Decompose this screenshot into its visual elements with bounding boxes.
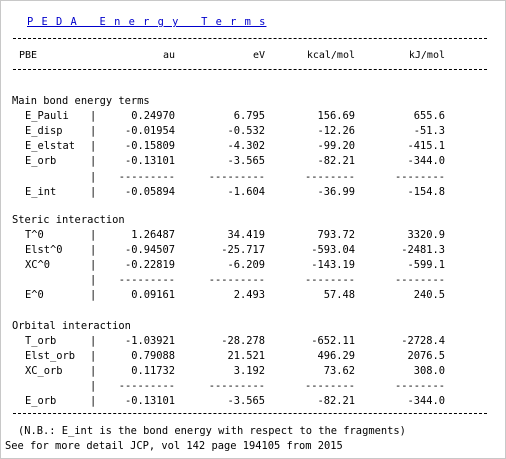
value-kj: 308.0 [413,365,445,377]
table-row [1,364,506,379]
section-heading: Main bond energy terms [12,95,150,107]
separator-kj: -------- [394,274,445,286]
value-au: -0.01954 [124,125,175,137]
separator-kj: -------- [394,380,445,392]
separator-ev: --------- [208,274,265,286]
column-bar: | [90,229,97,241]
column-bar: | [90,395,97,407]
value-kcal: -99.20 [317,140,355,152]
term-label: XC_orb [25,365,63,377]
value-kj: -344.0 [407,155,445,167]
value-au: -1.03921 [124,335,175,347]
value-kj: -51.3 [413,125,445,137]
value-kj: -344.0 [407,395,445,407]
separator-kcal: -------- [304,171,355,183]
value-kcal: -652.11 [311,335,355,347]
header-au: au [162,50,175,61]
value-ev: 34.419 [227,229,265,241]
value-au: -0.05894 [124,186,175,198]
term-label: Elst_orb [25,350,76,362]
value-au: -0.94507 [124,244,175,256]
table-row [1,258,506,273]
term-label: E_disp [25,125,63,137]
column-bar: | [90,289,97,301]
value-kcal: 496.29 [317,350,355,362]
separator-kj: -------- [394,171,445,183]
footer-rule [13,413,487,414]
column-bar: | [90,365,97,377]
table-header [1,48,506,63]
value-kj: -2728.4 [401,335,445,347]
value-au: 0.11732 [131,365,175,377]
value-kcal: -12.26 [317,125,355,137]
separator-row [1,170,506,185]
separator-au: --------- [118,274,175,286]
term-label: E^0 [25,289,44,301]
separator-kcal: -------- [304,274,355,286]
table-row [1,109,506,124]
value-kcal: -82.21 [317,395,355,407]
separator-au: --------- [118,171,175,183]
column-bar: | [90,259,97,271]
term-label: E_int [25,186,57,198]
table-row [1,154,506,169]
term-label: E_orb [25,395,57,407]
value-ev: -6.209 [227,259,265,271]
value-au: -0.13101 [124,395,175,407]
term-label: E_elstat [25,140,76,152]
reference-note: See for more detail JCP, vol 142 page 194105 from 2015 [5,440,343,452]
column-bar: | [90,171,97,183]
peda-title[interactable]: P E D A E n e r g y T e r m s [27,16,267,28]
term-label: XC^0 [25,259,51,271]
column-bar: | [90,274,97,286]
section-heading: Steric interaction [12,214,125,226]
term-label: Elst^0 [25,244,63,256]
value-kcal: 156.69 [317,110,355,122]
column-bar: | [90,125,97,137]
value-kcal: 73.62 [323,365,355,377]
value-kcal: -143.19 [311,259,355,271]
value-ev: -28.278 [221,335,265,347]
value-kj: 2076.5 [407,350,445,362]
total-row [1,185,506,200]
table-row [1,243,506,258]
column-bar: | [90,380,97,392]
value-ev: -0.532 [227,125,265,137]
value-kj: -154.8 [407,186,445,198]
header-top-rule [13,38,487,39]
column-bar: | [90,335,97,347]
column-bar: | [90,140,97,152]
value-kj: -415.1 [407,140,445,152]
value-au: 0.09161 [131,289,175,301]
value-kj: -2481.3 [401,244,445,256]
separator-ev: --------- [208,380,265,392]
header-method: PBE [19,50,38,61]
term-label: T^0 [25,229,44,241]
value-au: -0.22819 [124,259,175,271]
column-bar: | [90,244,97,256]
term-label: E_orb [25,155,57,167]
value-kcal: 57.48 [323,289,355,301]
column-bar: | [90,350,97,362]
value-kcal: -593.04 [311,244,355,256]
value-au: -0.13101 [124,155,175,167]
footnote: (N.B.: E_int is the bond energy with respect to the fragments) [18,425,406,437]
header-kj: kJ/mol [408,50,445,61]
value-ev: -25.717 [221,244,265,256]
separator-ev: --------- [208,171,265,183]
separator-row [1,273,506,288]
separator-au: --------- [118,380,175,392]
separator-row [1,379,506,394]
value-ev: -3.565 [227,395,265,407]
table-row [1,349,506,364]
value-kcal: -82.21 [317,155,355,167]
value-ev: 3.192 [233,365,265,377]
value-ev: 21.521 [227,350,265,362]
value-ev: -3.565 [227,155,265,167]
value-ev: 6.795 [233,110,265,122]
term-label: T_orb [25,335,57,347]
value-kj: 655.6 [413,110,445,122]
column-bar: | [90,110,97,122]
section-heading: Orbital interaction [12,320,131,332]
header-ev: eV [252,50,265,61]
separator-kcal: -------- [304,380,355,392]
table-row [1,124,506,139]
value-ev: -4.302 [227,140,265,152]
table-row [1,228,506,243]
total-row [1,288,506,303]
value-au: -0.15809 [124,140,175,152]
value-au: 0.79088 [131,350,175,362]
value-au: 1.26487 [131,229,175,241]
value-kcal: 793.72 [317,229,355,241]
value-kcal: -36.99 [317,186,355,198]
value-ev: -1.604 [227,186,265,198]
value-au: 0.24970 [131,110,175,122]
column-bar: | [90,186,97,198]
value-kj: 240.5 [413,289,445,301]
table-row [1,139,506,154]
column-bar: | [90,155,97,167]
term-label: E_Pauli [25,110,69,122]
value-kj: -599.1 [407,259,445,271]
value-ev: 2.493 [233,289,265,301]
table-row [1,334,506,349]
header-bottom-rule [13,69,487,70]
value-kj: 3320.9 [407,229,445,241]
total-row [1,394,506,409]
header-kcal: kcal/mol [306,50,355,61]
